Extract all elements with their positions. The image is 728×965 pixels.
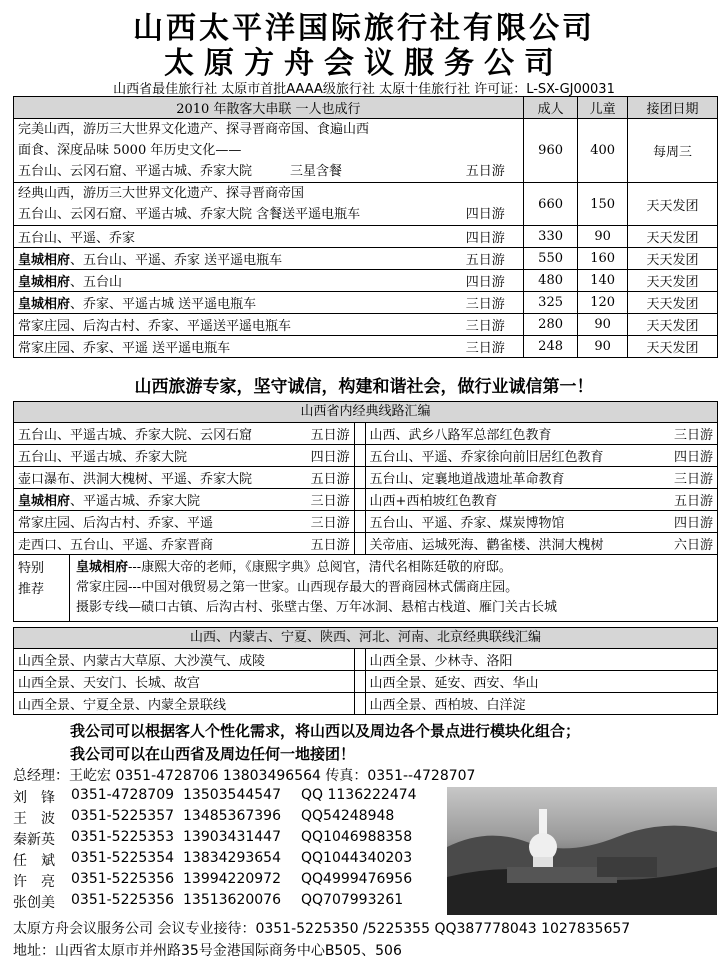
child-price: 150 (578, 183, 628, 226)
route-desc: 面食、深度品味 5000 年历史文化—— (18, 143, 242, 158)
adult-price: 330 (523, 226, 578, 248)
route-desc: 完美山西，游历三大世界文化遗产、探寻晋商帝国、食遍山西 (18, 122, 370, 137)
special-label: 特别 (18, 561, 45, 576)
multi-province-box (13, 627, 718, 715)
route-desc: 山西全景、宁夏全景、内蒙全景联线 (18, 698, 227, 713)
contact-mobile: 13513620076 (183, 892, 281, 908)
route-days: 四日游 (465, 231, 505, 246)
route-desc: 走西口、五台山、平遥、乔家晋商 (18, 538, 214, 553)
route-desc: 山西全景、少林寺、洛阳 (369, 654, 513, 669)
manager-contact: 总经理：王屹宏 0351-4728706 13803496564 传真：0351--4728707 (13, 768, 476, 784)
route-extra: 三星含餐 (290, 164, 343, 179)
contact-mobile: 13994220972 (183, 871, 281, 887)
special-text: 摄影专线—碛口古镇、后沟古村、张壁古堡、万年冰洞、悬棺古栈道、雁门关古长城 (76, 600, 558, 615)
table-row (14, 248, 718, 270)
departure-date: 天天发团 (627, 292, 717, 314)
departure-date: 天天发团 (627, 226, 717, 248)
table-row (14, 270, 718, 292)
departure-date: 每周三 (627, 119, 717, 183)
child-price: 120 (578, 292, 628, 314)
route-days: 三日游 (673, 472, 713, 487)
contact-qq: QQ54248948 (301, 808, 395, 824)
special-text: ---康熙大帝的老师，《康熙字典》总阅官，清代名相陈廷敬的府邸。 (128, 560, 512, 575)
route-desc: 关帝庙、运城死海、鹳雀楼、洪洞大槐树 (369, 538, 604, 553)
slogan: 山西旅游专家，坚守诚信，构建和谐社会，做行业诚信第一！ (134, 377, 594, 397)
route-desc: 五台山、云冈石窟、平遥古城、乔家大院 含餐送平遥电瓶车 (18, 207, 361, 222)
contact-row (13, 829, 412, 849)
route-desc: 、平遥古城、乔家大院 (70, 494, 201, 509)
route-desc: 、五台山、平遥、乔家 送平遥电瓶车 (70, 253, 283, 268)
conference-contact: 太原方舟会议服务公司 会议专业接待：0351-5225350 /5225355 QQ387778043 1027835657 (13, 921, 631, 937)
departure-date: 天天发团 (627, 314, 717, 336)
route-desc: 山西、武乡八路军总部红色教育 (369, 428, 552, 443)
contact-row (13, 871, 412, 891)
route-desc: 山西全景、延安、西安、华山 (369, 676, 539, 691)
child-price: 140 (578, 270, 628, 292)
contact-row (13, 787, 417, 807)
contact-phone: 0351-5225354 (71, 850, 175, 866)
contact-qq: QQ 1136222474 (301, 787, 417, 803)
departure-date: 天天发团 (627, 183, 717, 226)
list-item (14, 489, 717, 511)
route-desc: 常家庄园、乔家、平遥 送平遥电瓶车 (18, 341, 231, 356)
temple-photo (447, 787, 717, 915)
list-item (14, 511, 717, 533)
adult-price: 280 (523, 314, 578, 336)
contact-mobile: 13834293654 (183, 850, 281, 866)
departure-date: 天天发团 (627, 270, 717, 292)
child-price: 90 (578, 226, 628, 248)
date-header: 接团日期 (627, 97, 717, 119)
route-days: 五日游 (465, 253, 505, 268)
contact-mobile: 13485367396 (183, 808, 281, 824)
adult-price: 480 (523, 270, 578, 292)
route-days: 三日游 (465, 297, 505, 312)
route-desc: 山西+西柏坡红色教育 (369, 494, 498, 509)
departure-date: 天天发团 (627, 336, 717, 358)
contact-qq: QQ1044340203 (301, 850, 413, 866)
route-days: 五日游 (310, 538, 350, 553)
route-days: 四日游 (673, 450, 713, 465)
route-desc: 五台山、平遥、乔家徐向前旧居红色教育 (369, 450, 604, 465)
contact-phone: 0351-4728709 (71, 787, 175, 803)
table-row (14, 226, 718, 248)
highlight-name: 皇城相府 (18, 253, 71, 268)
footer-note: 我公司可以在山西省及周边任何一地接团！ (70, 745, 356, 763)
tour-price-table (13, 96, 718, 358)
classic-routes-box (13, 401, 718, 622)
highlight-name: 皇城相府 (76, 560, 129, 575)
route-desc: 、五台山 (70, 275, 123, 290)
contact-name: 秦新英 (13, 832, 55, 848)
contact-qq: QQ1046988358 (301, 829, 413, 845)
contact-row (13, 808, 394, 828)
contact-qq: QQ707993261 (301, 892, 404, 908)
route-desc: 山西全景、天安门、长城、故宫 (18, 676, 201, 691)
table-row (14, 119, 718, 183)
child-price: 160 (578, 248, 628, 270)
list-item (14, 649, 717, 671)
route-days: 三日游 (310, 494, 350, 509)
adult-price: 325 (523, 292, 578, 314)
route-desc: 五台山、定襄地道战遗址革命教育 (369, 472, 565, 487)
route-days: 五日游 (310, 428, 350, 443)
route-desc: 五台山、平遥古城、乔家大院 (18, 450, 188, 465)
contact-phone: 0351-5225353 (71, 829, 175, 845)
company-address: 地址：山西省太原市并州路35号金港国际商务中心B505、506 (13, 943, 402, 959)
list-item (14, 671, 717, 693)
contact-qq: QQ4999476956 (301, 871, 413, 887)
route-desc: 常家庄园、后沟古村、乔家、平遥 (18, 516, 214, 531)
route-desc: 经典山西，游历三大世界文化遗产、探寻晋商帝国 (18, 186, 305, 201)
table-row (14, 314, 718, 336)
list-item (14, 533, 717, 555)
adult-price: 660 (523, 183, 578, 226)
route-desc: 、乔家、平遥古城 送平遥电瓶车 (70, 297, 257, 312)
company-credentials: 山西省最佳旅行社 太原市首批AAAA级旅行社 太原十佳旅行社 许可证：L-SX-GJ00031 (113, 82, 615, 97)
route-days: 四日游 (310, 450, 350, 465)
highlight-name: 皇城相府 (18, 275, 71, 290)
adult-header: 成人 (523, 97, 578, 119)
route-desc: 五台山、云冈石窟、平遥古城、乔家大院 (18, 164, 253, 179)
child-price: 400 (578, 119, 628, 183)
route-desc: 山西全景、内蒙古大草原、大沙漠气、成陵 (18, 654, 266, 669)
adult-price: 550 (523, 248, 578, 270)
list-item (14, 467, 717, 489)
company-subtitle: 太原方舟会议服务公司 (164, 46, 564, 81)
child-header: 儿童 (578, 97, 628, 119)
multi-province-title: 山西、内蒙古、宁夏、陕西、河北、河南、北京经典联线汇编 (14, 628, 717, 649)
route-days: 五日游 (673, 494, 713, 509)
contact-phone: 0351-5225357 (71, 808, 175, 824)
departure-date: 天天发团 (627, 248, 717, 270)
route-days: 三日游 (673, 428, 713, 443)
route-desc: 常家庄园、后沟古村、乔家、平遥送平遥电瓶车 (18, 319, 292, 334)
route-desc: 五台山、平遥古城、乔家大院、云冈石窟 (18, 428, 253, 443)
route-days: 四日游 (465, 207, 505, 222)
table-row (14, 292, 718, 314)
contact-name: 任 斌 (13, 853, 55, 869)
route-days: 三日游 (310, 516, 350, 531)
list-item (14, 693, 717, 714)
contact-row (13, 850, 412, 870)
route-desc: 山西全景、西柏坡、白洋淀 (369, 698, 526, 713)
child-price: 90 (578, 314, 628, 336)
route-days: 五日游 (465, 164, 505, 179)
footer-note: 我公司可以根据客人个性化需求，将山西以及周边各个景点进行模块化组合； (70, 722, 581, 740)
adult-price: 960 (523, 119, 578, 183)
route-desc: 五台山、平遥、乔家、煤炭博物馆 (369, 516, 565, 531)
child-price: 90 (578, 336, 628, 358)
adult-price: 248 (523, 336, 578, 358)
special-recommend (14, 555, 717, 621)
list-item (14, 423, 717, 445)
route-days: 四日游 (673, 516, 713, 531)
contact-phone: 0351-5225356 (71, 892, 175, 908)
route-days: 三日游 (465, 319, 505, 334)
contact-name: 刘 锋 (13, 790, 55, 806)
route-days: 三日游 (465, 341, 505, 356)
highlight-name: 皇城相府 (18, 494, 71, 509)
list-item (14, 445, 717, 467)
contact-name: 王 波 (13, 811, 55, 827)
contact-phone: 0351-5225356 (71, 871, 175, 887)
table-row (14, 336, 718, 358)
contact-name: 许 亮 (13, 874, 55, 890)
company-title: 山西太平洋国际旅行社有限公司 (133, 11, 595, 46)
route-desc: 五台山、平遥、乔家 (18, 231, 136, 246)
route-days: 六日游 (673, 538, 713, 553)
contact-row (13, 892, 403, 912)
table-row (14, 183, 718, 226)
classic-routes-title: 山西省内经典线路汇编 (14, 402, 717, 423)
contact-mobile: 13503544547 (183, 787, 281, 803)
special-label: 推荐 (18, 582, 45, 597)
contact-mobile: 13903431447 (183, 829, 281, 845)
highlight-name: 皇城相府 (18, 297, 71, 312)
table-title: 2010 年散客大串联 一人也成行 (14, 97, 524, 119)
contact-name: 张创美 (13, 895, 55, 911)
special-text: 常家庄园---中国对俄贸易之第一世家。山西现存最大的晋商园林式儒商庄园。 (76, 580, 519, 595)
route-days: 五日游 (310, 472, 350, 487)
route-desc: 壶口瀑布、洪洞大槐树、平遥、乔家大院 (18, 472, 253, 487)
route-days: 四日游 (465, 275, 505, 290)
